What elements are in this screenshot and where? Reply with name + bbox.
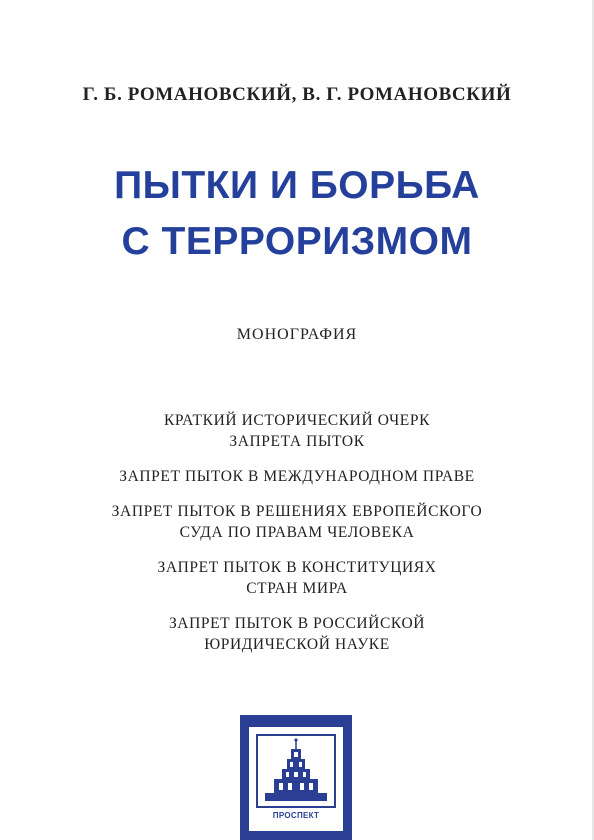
publisher-logo-panel — [249, 727, 343, 831]
topic-item — [0, 410, 594, 452]
book-title — [0, 158, 594, 270]
topic-item — [0, 613, 594, 655]
topic-item — [0, 466, 594, 487]
topic-line: СТРАН МИРА — [246, 580, 348, 597]
title-line-2: С ТЕРРОРИЗМОМ — [121, 220, 473, 263]
topic-line: СУДА ПО ПРАВАМ ЧЕЛОВЕКА — [179, 524, 415, 541]
publisher-name: ПРОСПЕКТ — [272, 811, 320, 820]
publisher-logo — [240, 715, 352, 840]
topic-line: ЮРИДИЧЕСКОЙ НАУКЕ — [204, 636, 390, 653]
topic-line: ЗАПРЕТА ПЫТОК — [229, 433, 365, 450]
topic-line: ЗАПРЕТ ПЫТОК В РЕШЕНИЯХ ЕВРОПЕЙСКОГО — [111, 503, 483, 520]
topic-line: КРАТКИЙ ИСТОРИЧЕСКИЙ ОЧЕРК — [163, 412, 431, 429]
topic-line: ЗАПРЕТ ПЫТОК В КОНСТИТУЦИЯХ — [157, 559, 437, 576]
topics-list — [0, 410, 594, 669]
topic-line: ЗАПРЕТ ПЫТОК В РОССИЙСКОЙ — [168, 615, 426, 632]
topic-item — [0, 501, 594, 543]
topic-line: ЗАПРЕТ ПЫТОК В МЕЖДУНАРОДНОМ ПРАВЕ — [119, 468, 475, 485]
subtitle: МОНОГРАФИЯ — [236, 326, 358, 343]
title-line-1: ПЫТКИ И БОРЬБА — [114, 164, 480, 207]
authors: Г. Б. РОМАНОВСКИЙ, В. Г. РОМАНОВСКИЙ — [82, 84, 512, 105]
topic-item — [0, 557, 594, 599]
